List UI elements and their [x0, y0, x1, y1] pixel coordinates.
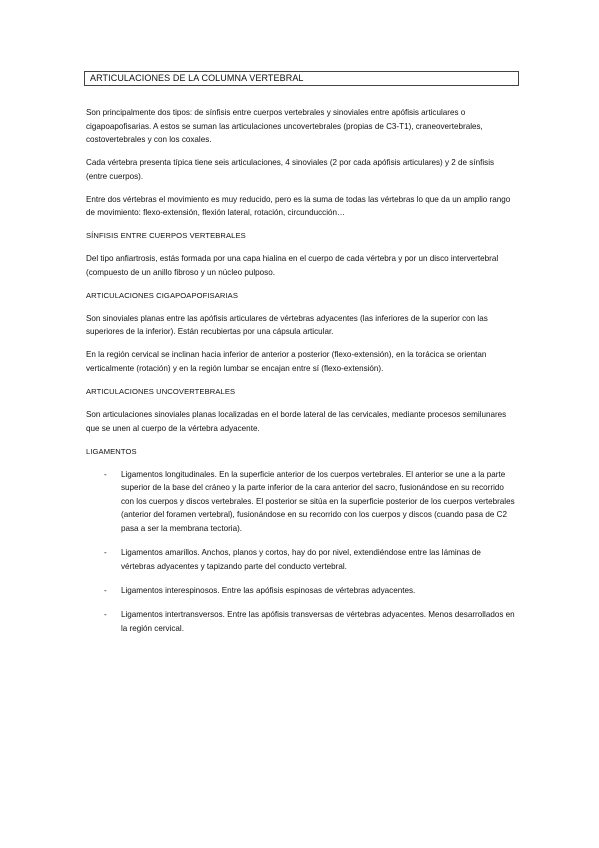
list-bullet: - — [104, 610, 107, 620]
list-bullet: - — [104, 585, 107, 595]
list-bullet: - — [104, 548, 107, 558]
document-title: ARTICULACIONES DE LA COLUMNA VERTEBRAL — [84, 71, 519, 86]
intro-paragraph: Entre dos vértebras el movimiento es muy reducido, pero es la suma de todas las vértebras lo que da un amplio rango de movimiento: flexo-extensión, flexión lateral, rotación, circunducción… — [86, 194, 511, 218]
list-item — [86, 546, 516, 573]
list-item-text: Ligamentos intertransversos. Entre las apófisis transversas de vértebras adyacentes. Menos desarrollados en la región cervical. — [121, 610, 515, 633]
list-item-text: Ligamentos amarillos. Anchos, planos y cortos, hay do por nivel, extendiéndose entre las láminas de vértebras adyacentes y tapizando parte del conducto vertebral. — [121, 548, 481, 571]
document-body — [86, 106, 516, 646]
list-item — [86, 584, 516, 598]
section-heading-cigapoapofisarias: ARTICULACIONES CIGAPOAPOFISARIAS — [86, 290, 239, 300]
section-heading-ligamentos: LIGAMENTOS — [86, 446, 137, 456]
list-item — [86, 468, 516, 536]
section-heading-uncovertebrales: ARTICULACIONES UNCOVERTEBRALES — [86, 387, 236, 397]
section-paragraph: En la región cervical se inclinan hacia inferior de anterior a posterior (flexo-extensión), en la torácica se orientan verticalmente (rotación) y en la región lumbar se encajan entre sí (flexo-extensión). — [86, 350, 487, 374]
section-paragraph: Son articulaciones sinoviales planas localizadas en el borde lateral de las cervicales, mediante procesos semilunares que se unen al cuerpo de la vértebra adyacente. — [86, 410, 507, 433]
section-paragraph: Son sinoviales planas entre las apófisis articulares de vértebras adyacentes (las inferiores de la superior con las superiores de la inferior). Están recubiertas por una cápsula articular. — [86, 313, 488, 337]
intro-paragraph: Cada vértebra presenta típica tiene seis articulaciones, 4 sinoviales (2 por cada apófisis articulares) y 2 de sínfisis (entre cuerpos). — [86, 158, 495, 181]
list-item — [86, 608, 516, 635]
section-heading-sinfisis: SÍNFISIS ENTRE CUERPOS VERTEBRALES — [86, 231, 246, 241]
list-item-text: Ligamentos longitudinales. En la superficie anterior de los cuerpos vertebrales. El anterior se une a la parte superior de la base del cráneo y la parte inferior de la cara anterior del sacro, fusionándose en su recorrido con los cuerpos y discos vertebrales. El posterior se sitúa en la superficie posterior de los cuerpos vertebrales (anterior del foramen vertebral), fusionándose en su recorrido con los cuerpos y discos (cuando pasa de C2 pasa a ser la membrana tectoria). — [121, 469, 515, 533]
intro-paragraph: Son principalmente dos tipos: de sínfisis entre cuerpos vertebrales y sinoviales entre apófisis articulares o cigapoapofisarias. A estos se suman las articulaciones uncovertebrales (propias de C3-T1), craneovertebrales, costovertebrales y con los coxales. — [86, 108, 483, 145]
section-paragraph: Del tipo anfiartrosis, estás formada por una capa hialina en el cuerpo de cada vértebra y por un disco intervertebral (compuesto de un anillo fibroso y un núcleo pulposo. — [86, 254, 499, 277]
ligamentos-list — [86, 468, 516, 636]
list-item-text: Ligamentos interespinosos. Entre las apófisis espinosas de vértebras adyacentes. — [121, 585, 416, 595]
list-bullet: - — [104, 469, 107, 479]
